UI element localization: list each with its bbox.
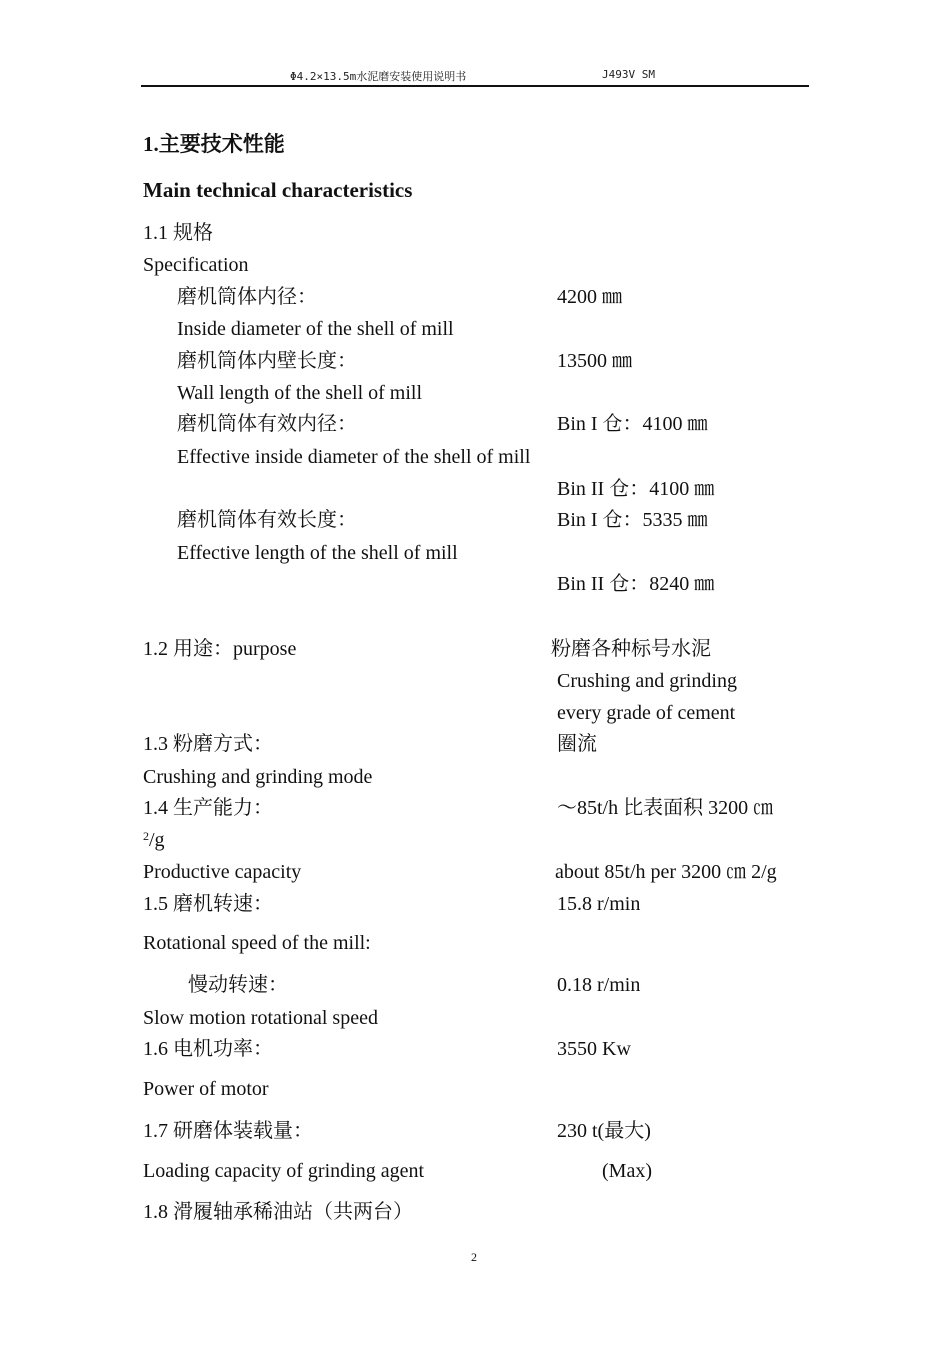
power-label-cn: 1.6 电机功率： [143, 1038, 273, 1060]
spec-heading-cn: 1.1 规格 [143, 222, 213, 244]
capacity-label-cn: 1.4 生产能力： [143, 797, 273, 819]
purpose-value-en-2: every grade of cement [557, 702, 736, 724]
capacity-value-en: about 85t/h per 3200 ㎝ 2/g [555, 861, 777, 883]
section-title-en: Main technical characteristics [143, 178, 413, 202]
oil-station-label-cn: 1.8 滑履轴承稀油站（共两台） [143, 1201, 413, 1223]
effective-diameter-label-en: Effective inside diameter of the shell of mill [177, 446, 531, 468]
slow-speed-value: 0.18 r/min [557, 974, 641, 996]
header-doc-code: J493V SM [602, 68, 655, 81]
loading-value-en: (Max) [602, 1160, 652, 1182]
effective-length-bin1: Bin I 仓：5335 ㎜ [557, 509, 708, 531]
mode-label-cn: 1.3 粉磨方式： [143, 733, 273, 755]
effective-diameter-bin1: Bin I 仓：4100 ㎜ [557, 413, 708, 435]
power-label-en: Power of motor [143, 1078, 269, 1100]
wall-length-label-cn: 磨机筒体内壁长度： [177, 350, 357, 372]
page-number: 2 [471, 1250, 477, 1264]
header-title: Φ4.2×13.5m水泥磨安装使用说明书 [290, 70, 467, 83]
effective-length-bin2: Bin II 仓：8240 ㎜ [557, 573, 715, 595]
capacity-unit-rest: /g [149, 829, 165, 851]
capacity-value-cn: ～85t/h 比表面积 3200 ㎝ [557, 797, 774, 819]
speed-label-en: Rotational speed of the mill: [143, 932, 371, 954]
capacity-unit-wrap [143, 828, 165, 852]
effective-length-label-en: Effective length of the shell of mill [177, 542, 458, 564]
inner-diameter-value: 4200 ㎜ [557, 286, 622, 308]
slow-speed-label-en: Slow motion rotational speed [143, 1007, 378, 1029]
slow-speed-label-cn: 慢动转速： [188, 974, 288, 996]
capacity-unit-superscript: 2 [143, 829, 149, 843]
purpose-value-en-1: Crushing and grinding [557, 670, 737, 692]
mode-value: 圈流 [557, 733, 597, 755]
power-value: 3550 Kw [557, 1038, 631, 1060]
capacity-label-en: Productive capacity [143, 861, 302, 883]
wall-length-label-en: Wall length of the shell of mill [177, 382, 423, 404]
loading-label-en: Loading capacity of grinding agent [143, 1160, 425, 1182]
effective-diameter-label-cn: 磨机筒体有效内径： [177, 413, 357, 435]
header-rule [141, 85, 809, 87]
speed-value: 15.8 r/min [557, 893, 641, 915]
spec-heading-en: Specification [143, 254, 249, 276]
inner-diameter-label-en: Inside diameter of the shell of mill [177, 318, 454, 340]
speed-label-cn: 1.5 磨机转速： [143, 893, 273, 915]
purpose-label: 1.2 用途：purpose [143, 638, 297, 660]
inner-diameter-label-cn: 磨机筒体内径： [177, 286, 317, 308]
mode-label-en: Crushing and grinding mode [143, 766, 373, 788]
effective-length-label-cn: 磨机筒体有效长度： [177, 509, 357, 531]
loading-value: 230 t(最大) [557, 1120, 651, 1142]
loading-label-cn: 1.7 研磨体装载量： [143, 1120, 313, 1142]
section-title-cn: 1.主要技术性能 [143, 132, 285, 156]
purpose-value-cn: 粉磨各种标号水泥 [551, 638, 711, 660]
effective-diameter-bin2: Bin II 仓：4100 ㎜ [557, 478, 715, 500]
wall-length-value: 13500 ㎜ [557, 350, 632, 372]
